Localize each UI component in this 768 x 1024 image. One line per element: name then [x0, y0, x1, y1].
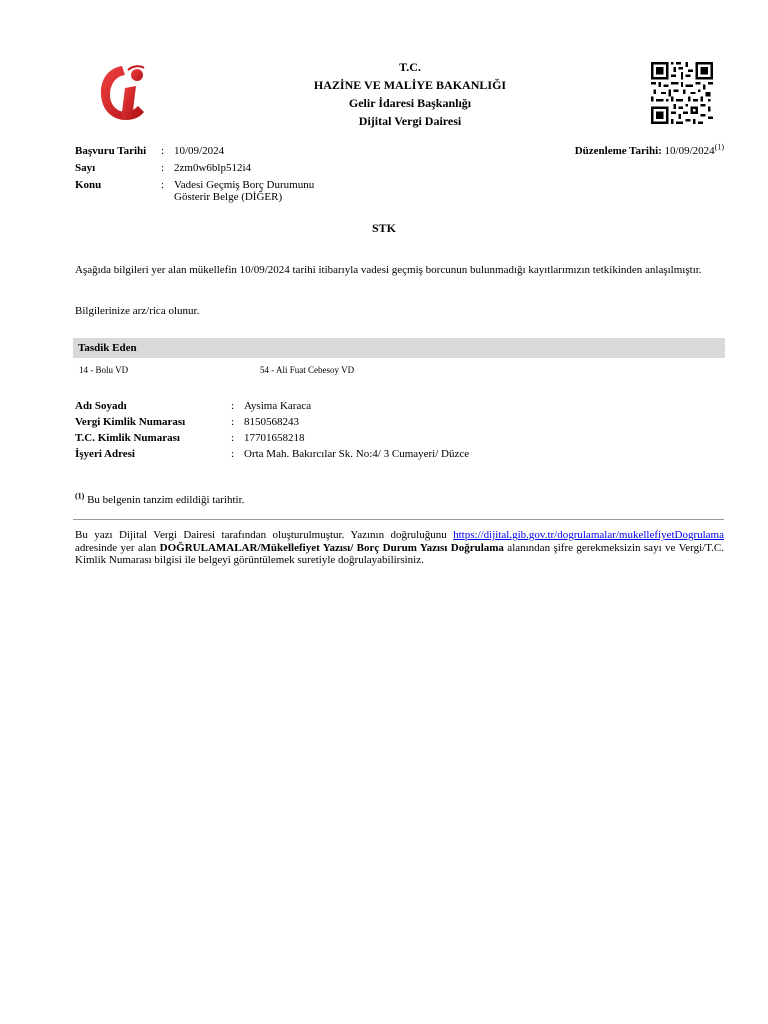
edit-date-value: 10/09/2024	[664, 145, 715, 157]
application-date: 10/09/2024	[174, 145, 225, 157]
colon: :	[231, 448, 235, 460]
address-label: İşyeri Adresi	[75, 448, 135, 460]
footnote-text: Bu belgenin tanzim edildiği tarihtir.	[84, 494, 245, 506]
approval-header-bar	[73, 338, 725, 358]
ministry-name: HAZİNE VE MALİYE BAKANLIĞI	[313, 78, 507, 92]
header-line-1: T.C.	[399, 60, 421, 74]
verification-link[interactable]: https://dijital.gib.gov.tr/dogrulamalar/mukellefiyetDogrulama	[453, 529, 724, 541]
number-label: Sayı	[75, 162, 96, 174]
subject-line-2: Gösterir Belge (DİĞER)	[174, 191, 283, 203]
office-name: Dijital Vergi Dairesi	[358, 114, 462, 128]
approval-title: Tasdik Eden	[78, 342, 137, 354]
qr-code-icon	[650, 62, 714, 124]
verification-text-2: adresinde yer alan	[75, 541, 160, 554]
edit-date	[575, 144, 724, 158]
taxpayer-name: Aysima Karaca	[244, 400, 312, 412]
verification-path: DOĞRULAMALAR/Mükellefiyet Yazısı/ Borç Durum Yazısı Doğrulama	[159, 541, 504, 554]
edit-date-footnote-marker: (1)	[714, 142, 724, 152]
colon: :	[161, 162, 165, 174]
application-date-label: Başvuru Tarihi	[75, 145, 147, 157]
closing-paragraph: Bilgilerinize arz/rica olunur.	[75, 305, 200, 317]
body-paragraph: Aşağıda bilgileri yer alan mükellefin 10/09/2024 tarihi itibarıyla vadesi geçmiş borcunun bulunmadığı kayıtlarımızın tetkikinden anlaşılmıştır.	[75, 264, 702, 276]
tc-id-label: T.C. Kimlik Numarası	[75, 432, 180, 444]
verification-text-3: alanından şifre gerekmeksizin sayı ve Vergi/T.C. Kimlik Numarası bilgisi ile belgeyi görüntülemek suretiyle doğrulayabilirsiniz.	[75, 541, 724, 566]
tc-id-value: 17701658218	[244, 432, 305, 444]
footnote	[75, 493, 244, 507]
colon: :	[231, 416, 235, 428]
approving-office-2: 54 - Ali Fuat Cebesoy VD	[260, 365, 355, 375]
name-label: Adı Soyadı	[75, 400, 127, 412]
colon: :	[161, 179, 165, 191]
subject-line-1: Vadesi Geçmiş Borç Durumunu	[174, 179, 315, 191]
divider	[73, 519, 724, 520]
tax-id-label: Vergi Kimlik Numarası	[75, 416, 186, 428]
footnote-marker: (1)	[75, 491, 85, 501]
tax-id-value: 8150568243	[244, 416, 299, 428]
document-number: 2zm0w6blp512i4	[174, 162, 251, 174]
edit-date-label: Düzenleme Tarihi:	[574, 145, 662, 157]
document-title: STK	[371, 221, 396, 235]
approving-office-1: 14 - Bolu VD	[79, 365, 129, 375]
verification-text-1: Bu yazı Dijital Vergi Dairesi tarafından oluşturulmuştur. Yazının doğruluğunu	[75, 529, 454, 541]
colon: :	[231, 400, 235, 412]
colon: :	[231, 432, 235, 444]
subject-label: Konu	[75, 179, 102, 191]
verification-paragraph	[75, 529, 724, 567]
directorate-name: Gelir İdaresi Başkanlığı	[348, 96, 472, 110]
workplace-address: Orta Mah. Bakırcılar Sk. No:4/ 3 Cumayeri/ Düzce	[244, 448, 470, 460]
gib-logo-icon	[98, 62, 148, 124]
colon: :	[161, 145, 165, 157]
